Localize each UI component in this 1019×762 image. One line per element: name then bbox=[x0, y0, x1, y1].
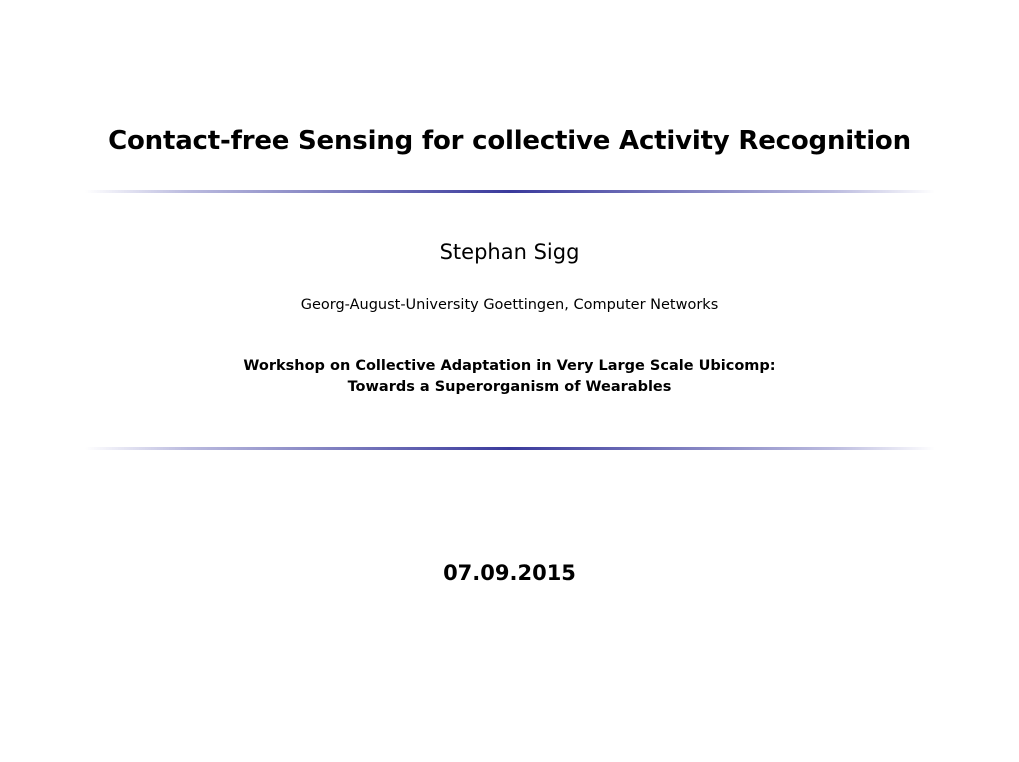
presentation-date: 07.09.2015 bbox=[443, 561, 576, 585]
event-name-line-1: Workshop on Collective Adaptation in Very Large Scale Ubicomp: bbox=[243, 358, 776, 374]
top-divider bbox=[85, 190, 935, 193]
institute-affiliation: Georg-August-University Goettingen, Computer Networks bbox=[300, 297, 719, 313]
slide-title: Contact-free Sensing for collective Activity Recognition bbox=[108, 126, 911, 156]
event-name-line-2: Towards a Superorganism of Wearables bbox=[347, 379, 672, 395]
bottom-divider bbox=[85, 447, 935, 450]
event-name bbox=[0, 356, 1019, 398]
author-name: Stephan Sigg bbox=[439, 240, 580, 264]
